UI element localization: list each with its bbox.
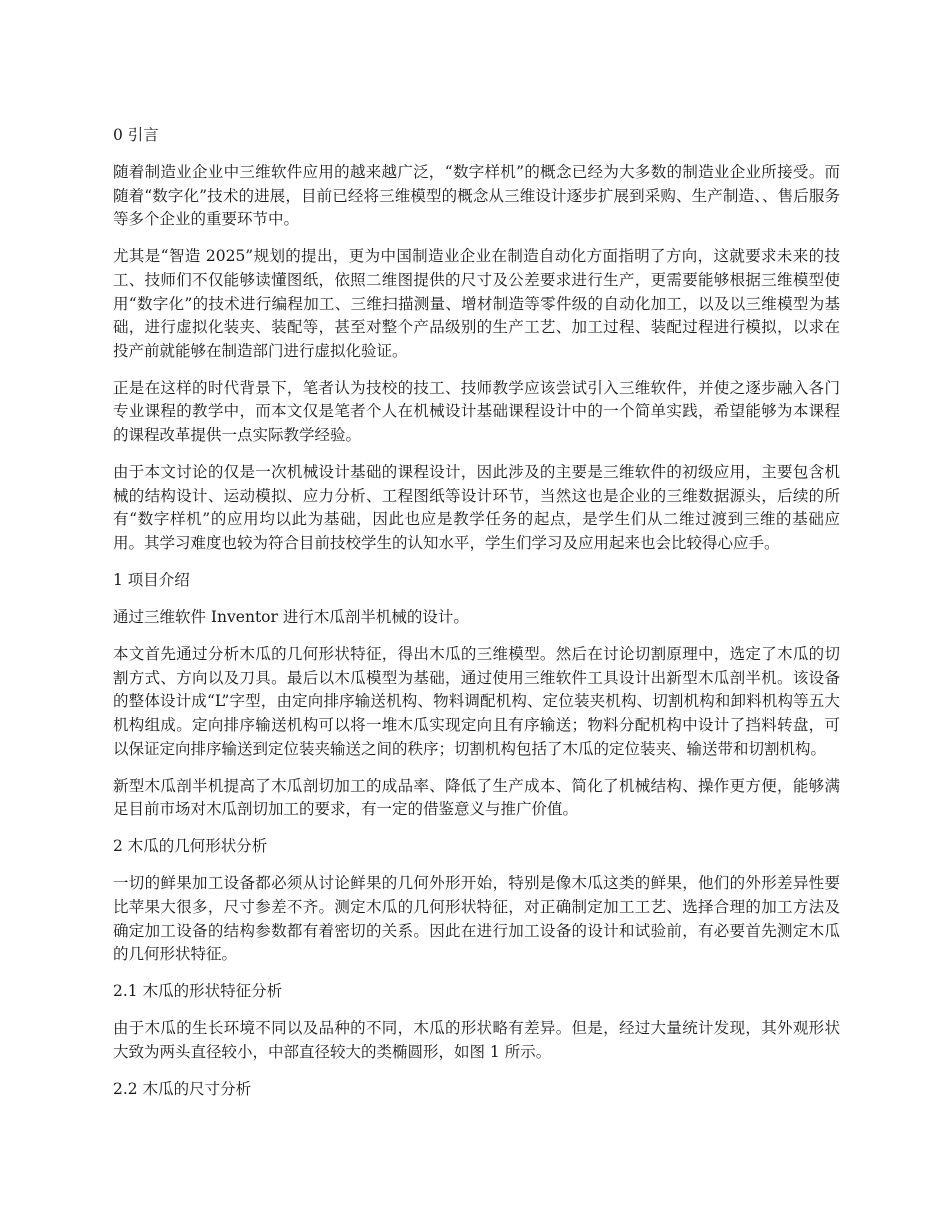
section-heading-geometry: 2 木瓜的几何形状分析: [113, 837, 268, 856]
body-paragraph: 正是在这样的时代背景下，笔者认为技校的技工、技师教学应该尝试引入三维软件，并使之逐步融入各门专业课程的教学中，而本文仅是笔者个人在机械设计基础课程设计中的一个简单实践，希望能够为本课程的课程改革提供一点实际教学经验。: [113, 378, 840, 445]
body-paragraph: 由于本文讨论的仅是一次机械设计基础的课程设计，因此涉及的主要是三维软件的初级应用，主要包含机械的结构设计、运动模拟、应力分析、工程图纸等设计环节，当然这也是企业的三维数据源头，后续的所有“数字样机”的应用均以此为基础，因此也应是教学任务的起点，是学生们从二维过渡到三维的基础应用。其学习难度也较为符合目前技校学生的认知水平，学生们学习及应用起来也会比较得心应手。: [113, 463, 840, 552]
body-paragraph: 本文首先通过分析木瓜的几何形状特征，得出木瓜的三维模型。然后在讨论切割原理中，选定了木瓜的切割方式、方向以及刀具。最后以木瓜模型为基础，通过使用三维软件工具设计出新型木瓜剖半机。该设备的整体设计成“L”字型，由定向排序输送机构、物料调配机构、定位装夹机构、切割机构和卸料机构等五大机构组成。定向排序输送机构可以将一堆木瓜实现定向且有序输送；物料分配机构中设计了挡料转盘，可以保证定向排序输送到定位装夹输送之间的秩序；切割机构包括了木瓜的定位装夹、输送带和切割机构。: [113, 645, 840, 758]
body-paragraph: 由于木瓜的生长环境不同以及品种的不同，木瓜的形状略有差异。但是，经过大量统计发现，其外观形状大致为两头直径较小，中部直径较大的类椭圆形，如图 1 所示。: [113, 1019, 840, 1061]
document-page: [113, 124, 840, 1115]
body-paragraph: 尤其是“智造 2025”规划的提出，更为中国制造业企业在制造自动化方面指明了方向，这就要求未来的技工、技师们不仅能够读懂图纸，依照二维图提供的尺寸及公差要求进行生产，更需要能够根据三维模型使用“数字化”的技术进行编程加工、三维扫描测量、增材制造等零件级的自动化加工，以及以三维模型为基础，进行虚拟化装夹、装配等，甚至对整个产品级别的生产工艺、加工过程、装配过程进行模拟，以求在投产前就能够在制造部门进行虚拟化验证。: [113, 247, 840, 360]
subsection-heading-size: 2.2 木瓜的尺寸分析: [113, 1080, 252, 1099]
section-heading-intro: 0 引言: [113, 126, 159, 144]
body-paragraph: 一切的鲜果加工设备都必须从讨论鲜果的几何外形开始，特别是像木瓜这类的鲜果，他们的外形差异性要比苹果大很多，尺寸参差不齐。测定木瓜的几何形状特征，对正确制定加工工艺、选择合理的加工方法及确定加工设备的结构参数都有着密切的关系。因此在进行加工设备的设计和试验前，有必要首先测定木瓜的几何形状特征。: [113, 874, 840, 964]
body-paragraph: 通过三维软件 Inventor 进行木瓜剖半机械的设计。: [113, 608, 469, 627]
body-paragraph: 随着制造业企业中三维软件应用的越来越广泛，“数字样机”的概念已经为大多数的制造业企业所接受。而随着“数字化”技术的进展，目前已经将三维模型的概念从三维设计逐步扩展到采购、生产制造、、售后服务等多个企业的重要环节中。: [113, 163, 840, 229]
subsection-heading-shape: 2.1 木瓜的形状特征分析: [113, 982, 283, 1001]
body-paragraph: 新型木瓜剖半机提高了木瓜剖切加工的成品率、降低了生产成本、简化了机械结构、操作更方便，能够满足目前市场对木瓜剖切加工的要求，有一定的借鉴意义与推广价值。: [113, 776, 840, 819]
section-heading-project: 1 项目介绍: [113, 571, 190, 589]
